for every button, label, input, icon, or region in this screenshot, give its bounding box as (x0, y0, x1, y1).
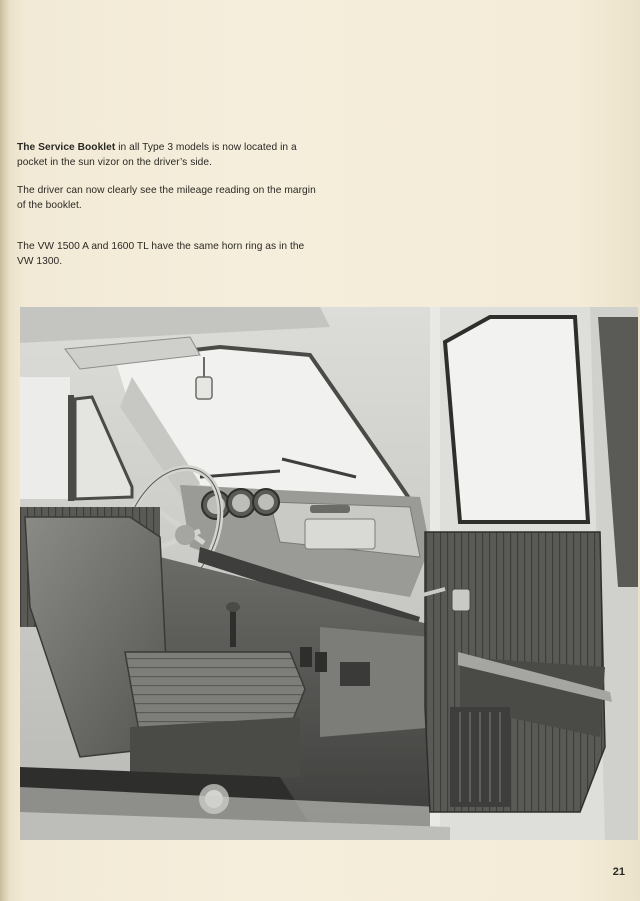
page-binding-edge (0, 0, 10, 901)
page-number: 21 (612, 866, 625, 878)
body-text (17, 140, 317, 282)
paragraph-rest: in all Type 3 models is now located in a pocket in the sun vizor on the driver’s side. (17, 142, 297, 168)
paragraph-lead: The Service Booklet (17, 142, 116, 153)
paragraph-horn-ring: The VW 1500 A and 1600 TL have the same horn ring as in the VW 1300. (17, 241, 305, 267)
paragraph-mileage: The driver can now clearly see the mileage reading on the margin of the booklet. (17, 185, 316, 211)
car-interior-illustration (20, 307, 638, 840)
paragraph-service-booklet (17, 140, 317, 170)
car-interior-photo (20, 307, 638, 840)
